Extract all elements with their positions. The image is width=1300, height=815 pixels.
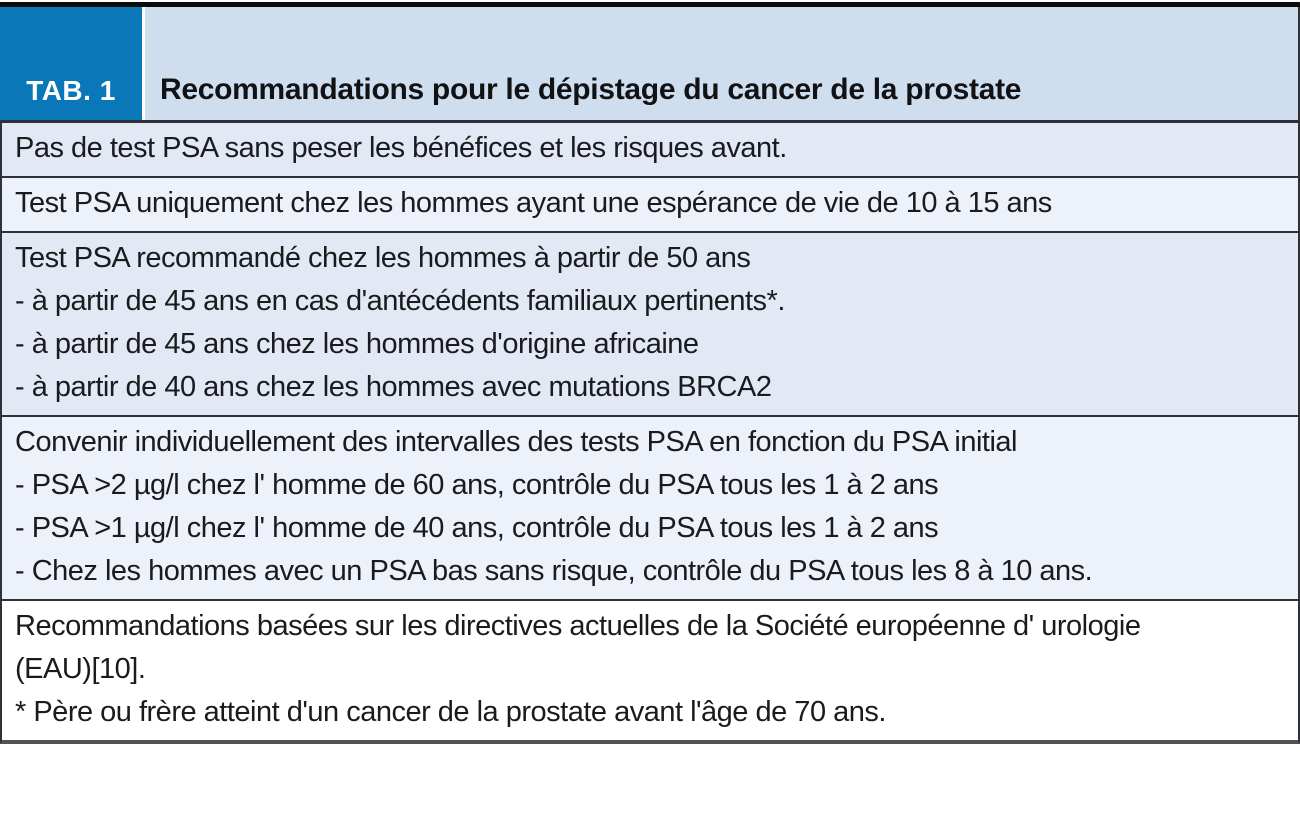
table-row-4 bbox=[2, 415, 1298, 599]
table-row-footnote bbox=[2, 599, 1298, 740]
table-figure bbox=[0, 2, 1300, 744]
table-body bbox=[0, 120, 1300, 744]
row-line: - Chez les hommes avec un PSA bas sans risque, contrôle du PSA tous les 8 à 10 ans. bbox=[15, 555, 1093, 587]
row-line: - à partir de 45 ans en cas d'antécédents familiaux pertinents*. bbox=[15, 285, 785, 317]
row-line: - PSA >2 µg/l chez l' homme de 60 ans, contrôle du PSA tous les 1 à 2 ans bbox=[15, 469, 939, 501]
table-badge-label: TAB. 1 bbox=[26, 75, 116, 106]
table-header bbox=[0, 7, 1300, 120]
row-line: * Père ou frère atteint d'un cancer de la prostate avant l'âge de 70 ans. bbox=[15, 696, 886, 728]
table-row-1 bbox=[2, 123, 1298, 176]
table-row-2 bbox=[2, 176, 1298, 231]
row-line: - à partir de 45 ans chez les hommes d'origine africaine bbox=[15, 328, 699, 360]
table-title: Recommandations pour le dépistage du cancer de la prostate bbox=[160, 73, 1022, 106]
row-line: Test PSA uniquement chez les hommes ayant une espérance de vie de 10 à 15 ans bbox=[15, 187, 1052, 219]
row-line: Recommandations basées sur les directives actuelles de la Société européenne d' urologie bbox=[15, 610, 1141, 642]
row-line: Convenir individuellement des intervalles des tests PSA en fonction du PSA initial bbox=[15, 426, 1017, 458]
row-line: - PSA >1 µg/l chez l' homme de 40 ans, contrôle du PSA tous les 1 à 2 ans bbox=[15, 512, 939, 544]
table-title-band bbox=[145, 7, 1300, 120]
table-row-3 bbox=[2, 231, 1298, 415]
table-badge bbox=[0, 7, 142, 120]
row-line: Pas de test PSA sans peser les bénéfices et les risques avant. bbox=[15, 132, 787, 164]
row-line: Test PSA recommandé chez les hommes à partir de 50 ans bbox=[15, 242, 751, 274]
row-line: (EAU)[10]. bbox=[15, 653, 146, 685]
row-line: - à partir de 40 ans chez les hommes avec mutations BRCA2 bbox=[15, 371, 772, 403]
